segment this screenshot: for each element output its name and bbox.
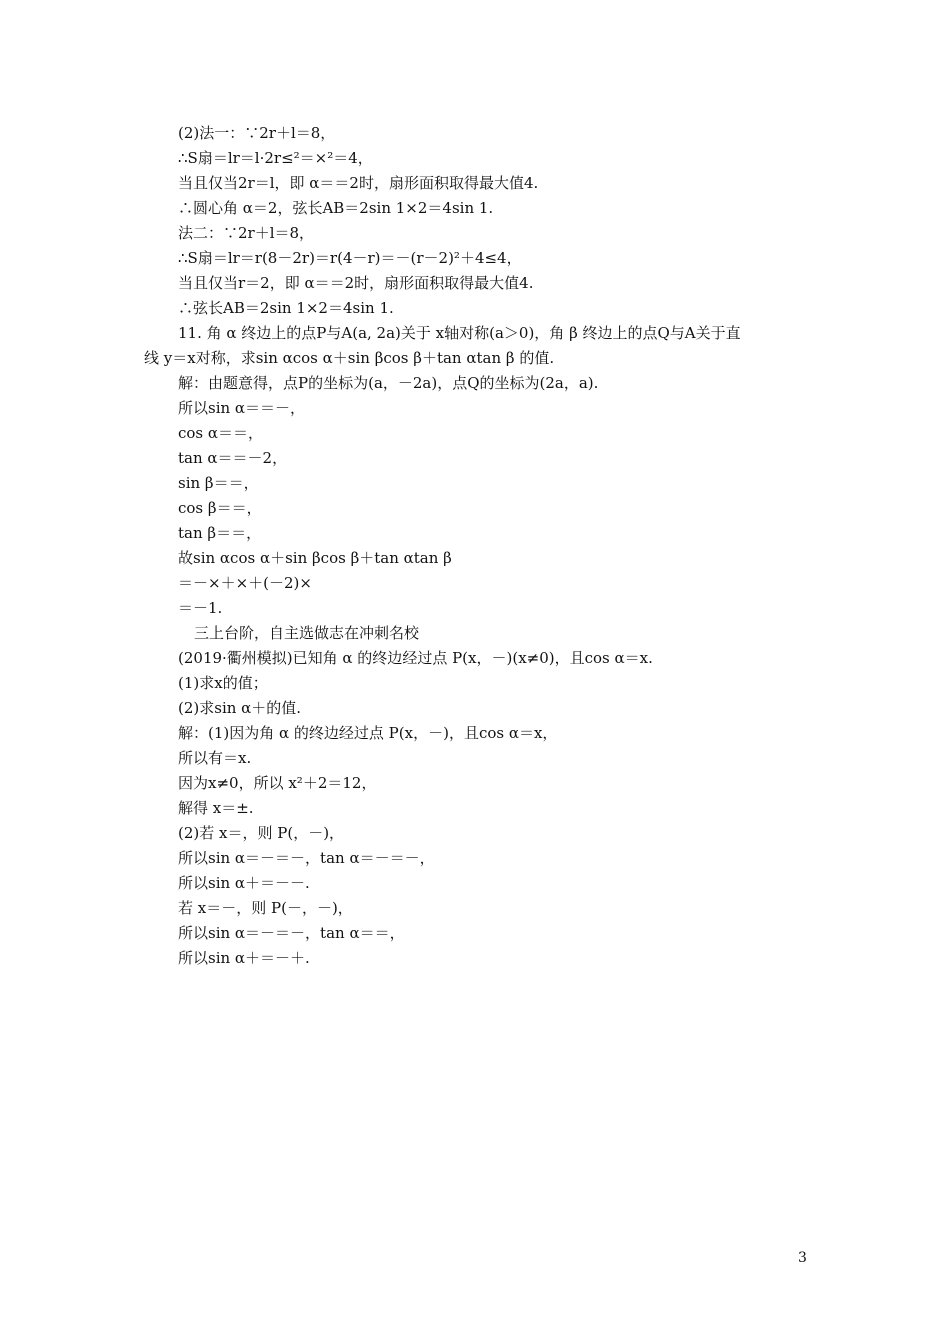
text-line: (1)求x的值；	[178, 674, 268, 692]
problem-11-text: 11. 角 α 终边上的点P与A(a, 2a)关于 x轴对称(a＞0)，角 β 终边上的点Q与A关于直	[178, 324, 741, 342]
text-line: (2)若 x＝，则 P(，－)，	[178, 824, 345, 842]
text-line: ∴S扇＝lr＝l·2r≤²＝×²＝4，	[178, 149, 373, 167]
text-line: (2)求sin α＋的值.	[178, 699, 302, 717]
text-line: 所以sin α＋＝－＋.	[178, 949, 310, 967]
text-line: (2)法一：∵2r＋l＝8，	[178, 124, 336, 142]
text-line: ＝－×＋×＋(－2)×	[178, 574, 312, 592]
text-line: ∴圆心角 α＝2，弦长AB＝2sin 1×2＝4sin 1.	[178, 199, 494, 217]
text-line: (2019·衢州模拟)已知角 α 的终边经过点 P(x，－)(x≠0)，且cos α＝x.	[178, 649, 653, 667]
problem-11-text-cont: 线 y＝x对称，求sin αcos α＋sin βcos β＋tan αtan β 的值.	[144, 349, 555, 367]
text-line: 所以sin α＋＝－－.	[178, 874, 310, 892]
text-line: 法二：∵2r＋l＝8，	[178, 224, 315, 242]
section-heading: 三上台阶，自主选做志在冲刺名校	[194, 624, 420, 642]
text-line: 解：(1)因为角 α 的终边经过点 P(x，－)，且cos α＝x，	[178, 724, 558, 742]
text-line: sin β＝＝，	[178, 474, 259, 492]
text-line: ∴弦长AB＝2sin 1×2＝4sin 1.	[178, 299, 394, 317]
text-line: 解得 x＝±.	[178, 799, 254, 817]
text-line: 所以sin α＝－＝－，tan α＝＝，	[178, 924, 405, 942]
text-line: tan β＝＝，	[178, 524, 262, 542]
text-line: cos α＝＝，	[178, 424, 264, 442]
text-line: cos β＝＝，	[178, 499, 262, 517]
text-line: 当且仅当r＝2，即 α＝＝2时，扇形面积取得最大值4.	[178, 274, 534, 292]
text-line: ∴S扇＝lr＝r(8－2r)＝r(4－r)＝－(r－2)²＋4≤4，	[178, 249, 522, 267]
text-line: ＝－1.	[178, 599, 223, 617]
text-line: 所以有＝x.	[178, 749, 252, 767]
text-line: 故sin αcos α＋sin βcos β＋tan αtan β	[178, 549, 452, 567]
text-line: 因为x≠0，所以 x²＋2＝12，	[178, 774, 377, 792]
text-line: tan α＝＝－2，	[178, 449, 288, 467]
page-number: 3	[798, 1250, 807, 1266]
text-line: 解：由题意得，点P的坐标为(a，－2a)，点Q的坐标为(2a，a).	[178, 374, 599, 392]
text-line: 所以sin α＝－＝－，tan α＝－＝－，	[178, 849, 435, 867]
text-line: 所以sin α＝＝－，	[178, 399, 306, 417]
text-line: 当且仅当2r＝l，即 α＝＝2时，扇形面积取得最大值4.	[178, 174, 539, 192]
text-line: 若 x＝－，则 P(－，－)，	[178, 899, 353, 917]
